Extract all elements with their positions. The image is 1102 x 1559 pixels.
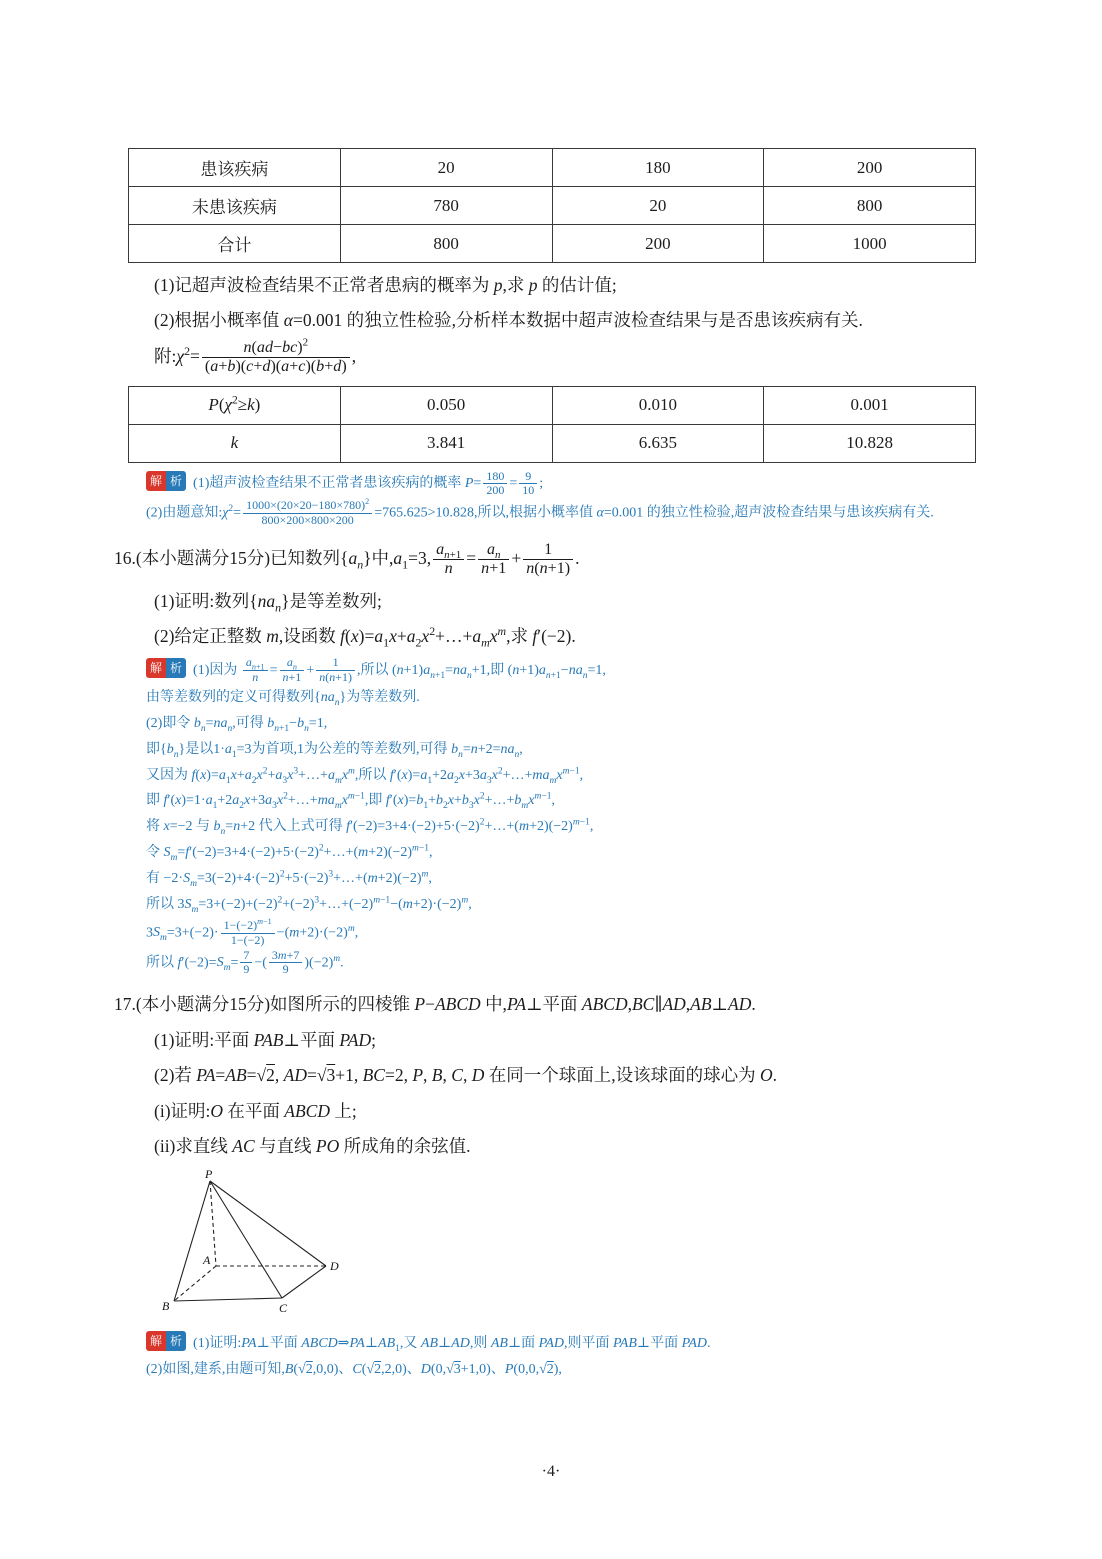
jiexi-badge-left: 解 <box>146 1331 166 1351</box>
table-row <box>129 149 976 187</box>
edge-PD <box>210 1181 326 1266</box>
vertex-label-D: D <box>330 1259 339 1274</box>
table-row <box>129 424 976 462</box>
analysis-line: (2)即令 $b_n=na_n$,可得 $b_{n+1}-b_n=1$, <box>146 715 328 734</box>
contingency-table <box>128 148 976 263</box>
jiexi-badge-left: 解 <box>146 471 166 491</box>
vertex-label-C: C <box>279 1301 288 1316</box>
edge-PA-hidden <box>210 1181 216 1266</box>
q17-item-1: (1)证明:平面 PAB⊥平面 PAD; <box>154 1030 376 1051</box>
q16-item-1: (1)证明:数列$\{na_n\}$是等差数列; <box>154 590 382 615</box>
analysis-line <box>146 470 976 499</box>
jiexi-badge-left: 解 <box>146 658 166 678</box>
jiexi-badge-right: 析 <box>166 1331 186 1351</box>
analysis-line: 即 $f'(x)=1\cdot a_1+2a_2x+3a_3x^2+\dots+ma_mx^{m-1}$,即 $f'(x)=b_1+b_2x+b_3x^2+\dots+b_mx^{m-1}$, <box>146 791 556 812</box>
vertex-label-B: B <box>162 1299 170 1314</box>
analysis-line: 又因为 $f(x)=a_1x+a_2x^2+a_3x^3+\dots+a_mx^m$,所以 $f'(x)=a_1+2a_2x+3a_3x^2+\dots+ma_mx^{m-1}$, <box>146 765 584 786</box>
page-number: ·4· <box>541 1463 561 1480</box>
figure-container <box>158 1169 976 1324</box>
table-row <box>129 225 976 263</box>
table-cell: 200 <box>764 149 976 187</box>
table-cell: 800 <box>340 225 552 263</box>
analysis-line <box>146 656 976 685</box>
table-cell: $P(\chi^2\ge k)$ <box>129 386 341 424</box>
pyramid-figure <box>158 1169 358 1319</box>
table-cell: 780 <box>340 187 552 225</box>
edge-PC <box>210 1181 282 1298</box>
q15-item-1: (1)记超声波检查结果不正常者患病的概率为 p,求 p 的估计值; <box>154 275 617 295</box>
q15-item-2: (2)根据小概率值 α=0.001 的独立性检验,分析样本数据中超声波检查结果与是否患该疾病有关. <box>154 310 863 331</box>
analysis-line: 所以 $f'(-2)=S_m=$ $\frac{7}{9}$ −( $\frac{3m+7}{9}$ )$(-2)^m$. <box>146 947 344 977</box>
analysis-text: (1)因为 $\frac{a_{n+1}}{n}$ = $\frac{a_n}{n+1}$ + $\frac{1}{n(n+1)}$ ,所以 $(n+1)a_{n+1}=na_n+1$,即 $(n+1)a_{n+1}-na_n=1$, <box>193 655 606 684</box>
analysis-line: 将 x=−2 与 $b_n=n+2$ 代入上式可得 $f'(-2)=3+4\cdot(-2)+5\cdot(-2)^2+\dots+(m+2)(-2)^{m-1}$, <box>146 817 594 838</box>
jiexi-badge <box>146 1331 186 1351</box>
vertex-label-A: A <box>203 1253 211 1268</box>
table-cell: 200 <box>552 225 764 263</box>
table-cell: k <box>129 424 341 462</box>
table-cell: 1000 <box>764 225 976 263</box>
analysis-line: 令 $S_m=f'(-2)=3+4\cdot(-2)+5\cdot(-2)^2+\dots+(m+2)(-2)^{m-1}$, <box>146 843 433 864</box>
analysis-line: 即$\{b_n\}$是以$1\cdot a_1=3$为首项,1为公差的等差数列,可得 $b_n=n+2=na_n$, <box>146 741 523 760</box>
analysis-line: (2)由题意知$:\chi^2=$ $\frac{1000\times(20\times 20-180\times 780)^2}{800\times 200\times 800\times 200}$ =765.625>10.828,所以,根据小概率值 α=0.001 的独立性检验,超声波检查结果与患该疾病有关. <box>146 497 934 527</box>
q17-item-4: (ii)求直线 AC 与直线 PO 所成角的余弦值. <box>154 1135 471 1156</box>
q15-chi-square-formula: 附$:\chi^2=$ $\frac{n(ad-bc)^2}{(a+b)(c+d)(a+c)(b+d)}$ , <box>154 336 357 375</box>
analysis-line <box>146 1331 976 1357</box>
q17-item-2: (2)若 PA=AB=√2, AD=√3+1, BC=2, P, B, C, D 在同一个球面上,设该球面的球心为 O. <box>154 1065 777 1086</box>
edge-BC <box>174 1298 282 1301</box>
table-cell: 未患该疾病 <box>129 187 341 225</box>
analysis-block-q17 <box>146 1331 976 1383</box>
analysis-line: 有 $-2\cdot S_m=3(-2)+4\cdot(-2)^2+5\cdot(-2)^3+\dots+(m+2)(-2)^m$, <box>146 869 432 889</box>
table-cell: 合计 <box>129 225 341 263</box>
critical-value-table <box>128 386 976 463</box>
table-cell: 800 <box>764 187 976 225</box>
table-cell: 3.841 <box>340 424 552 462</box>
jiexi-badge <box>146 471 186 491</box>
analysis-text: (1)证明:PA⊥平面 $ABCD\Rightarrow PA\perp AB_1$,又 AB⊥AD,则 AB⊥面 PAD,则平面 PAB⊥平面 PAD. <box>193 1336 711 1354</box>
page-content <box>114 0 976 1383</box>
analysis-line: 所以 $3S_m=3+(-2)+(-2)^2+(-2)^3+\dots+(-2)^{m-1}-(m+2)\cdot(-2)^m$, <box>146 895 472 915</box>
analysis-block-q15 <box>146 470 976 528</box>
table-cell: 6.635 <box>552 424 764 462</box>
table-cell: 0.050 <box>340 386 552 424</box>
q17-stem: 17.(本小题满分15分)如图所示的四棱锥 P−ABCD 中,PA⊥平面 ABCD,BC∥AD,AB⊥AD. <box>114 994 756 1015</box>
analysis-text: (1)超声波检查结果不正常者患该疾病的概率 P= $\frac{180}{200}$ = $\frac{9}{10}$ ; <box>193 468 544 498</box>
analysis-line: 由等差数列的定义可得数列$\{na_n\}$为等差数列. <box>146 689 420 708</box>
table-cell: 患该疾病 <box>129 149 341 187</box>
analysis-line: (2)如图,建系,由题可知,B(√2,0,0)、C(√2,2,0)、D(0,√3+1,0)、P(0,0,√2), <box>146 1362 562 1378</box>
table-cell: 0.001 <box>764 386 976 424</box>
vertex-label-P: P <box>205 1169 213 1182</box>
table-cell: 20 <box>552 187 764 225</box>
table-cell: 0.010 <box>552 386 764 424</box>
table-cell: 10.828 <box>764 424 976 462</box>
jiexi-badge <box>146 658 186 678</box>
table-cell: 180 <box>552 149 764 187</box>
q16-item-2: (2)给定正整数 m,设函数 $f(x)=a_1x+a_2x^2+\dots+a_mx^m$,求 f′(−2). <box>154 624 576 650</box>
edge-AB-hidden <box>174 1266 216 1301</box>
q16-stem: 16.(本小题满分15分)已知数列$\{a_n\}$中$,a_1=3$, $\frac{a_{n+1}}{n}$ = $\frac{a_n}{n+1}$ + $\frac{1}{n(n+1)}$ . <box>114 540 580 578</box>
table-row <box>129 386 976 424</box>
table-cell: 20 <box>340 149 552 187</box>
edge-PB <box>174 1181 210 1301</box>
jiexi-badge-right: 析 <box>166 471 186 491</box>
analysis-line: $3S_m=3+(-2)\cdot$ $\frac{1-(-2)^{m-1}}{1-(-2)}$ $-(m+2)\cdot(-2)^m$, <box>146 916 359 947</box>
jiexi-badge-right: 析 <box>166 658 186 678</box>
q17-item-3: (i)证明:O 在平面 ABCD 上; <box>154 1100 357 1121</box>
edge-CD <box>282 1266 326 1298</box>
table-row <box>129 187 976 225</box>
analysis-block-q16 <box>146 656 976 977</box>
